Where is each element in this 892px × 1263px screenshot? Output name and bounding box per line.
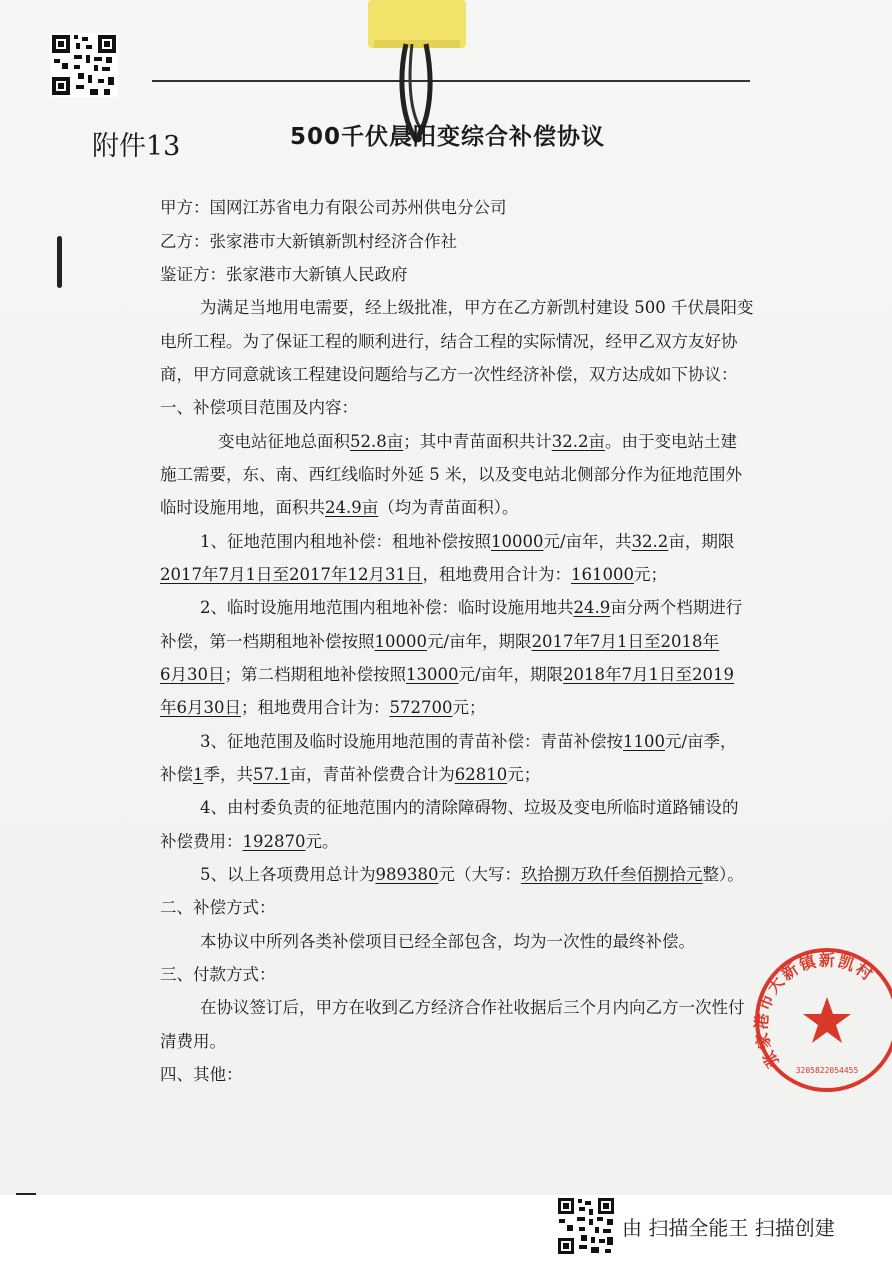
item-3-line-1 bbox=[200, 732, 737, 752]
party-b: 乙方：张家港市大新镇新凯村经济合作社 bbox=[160, 232, 457, 251]
intro-line-1: 为满足当地用电需要，经上级批准，甲方在乙方新凯村建设 500 千伏晨阳变 bbox=[200, 298, 754, 317]
amount: 161000 bbox=[570, 565, 634, 584]
text: 1、征地范围内租地补偿：租地补偿按照 bbox=[200, 532, 491, 551]
text: 亩分两个档期进行 bbox=[610, 598, 743, 617]
text: 。由于变电站土建 bbox=[605, 432, 737, 451]
attachment-label: 附件13 bbox=[92, 131, 181, 162]
section-3-line-2: 清费用。 bbox=[160, 1032, 226, 1051]
page-edge-mark bbox=[16, 1193, 36, 1195]
amount: 572700 bbox=[389, 698, 453, 717]
area-line-1 bbox=[218, 432, 737, 452]
official-seal bbox=[752, 945, 892, 1095]
qr-code-top bbox=[50, 33, 118, 97]
total-area: 52.8亩 bbox=[350, 432, 404, 451]
amount: 62810 bbox=[454, 765, 508, 784]
text: 元/亩年，期限 bbox=[427, 632, 532, 651]
item-4-line-2 bbox=[160, 832, 339, 852]
period-1-end: 6月30日 bbox=[160, 665, 225, 684]
text: ；第二档期租地补偿按照 bbox=[224, 665, 406, 684]
text: 变电站征地总面积 bbox=[218, 432, 350, 451]
item-1-line-1 bbox=[200, 532, 734, 552]
section-1-heading: 一、补偿项目范围及内容： bbox=[160, 398, 358, 417]
text: ；其中青苗面积共计 bbox=[403, 432, 552, 451]
margin-mark bbox=[57, 236, 62, 288]
text: ，租地费用合计为： bbox=[422, 565, 571, 584]
total-amount-words: 玖拾捌万玖仟叁佰捌拾元 bbox=[521, 865, 703, 884]
item-2-line-2 bbox=[160, 632, 719, 652]
text: 元/亩年，期限 bbox=[458, 665, 564, 684]
item-2-line-3 bbox=[160, 665, 734, 685]
period-2-end: 年6月30日 bbox=[160, 698, 241, 717]
text: 补偿，第一档期租地补偿按照 bbox=[160, 632, 375, 651]
acreage: 57.1 bbox=[253, 765, 290, 784]
text: 临时设施用地，面积共 bbox=[160, 498, 325, 517]
text: 亩，期限 bbox=[668, 532, 735, 551]
item-4-line-1: 4、由村委负责的征地范围内的清除障碍物、垃圾及变电所临时道路铺设的 bbox=[200, 798, 739, 817]
party-a: 甲方：国网江苏省电力有限公司苏州供电分公司 bbox=[160, 198, 507, 217]
section-4-heading: 四、其他： bbox=[160, 1065, 243, 1084]
text: ；租地费用合计为： bbox=[241, 698, 390, 717]
binder-clip bbox=[368, 0, 466, 52]
item-5-line bbox=[200, 865, 744, 885]
rate-2: 13000 bbox=[406, 665, 459, 684]
area-line-2: 施工需要，东、南、西红线临时外延 5 米，以及变电站北侧部分作为征地范围外 bbox=[160, 465, 742, 484]
period: 2017年7月1日至2017年12月31日 bbox=[160, 565, 423, 584]
seasons: 1 bbox=[193, 765, 204, 784]
text: 2、临时设施用地范围内租地补偿：临时设施用地共 bbox=[200, 598, 574, 617]
intro-line-2: 电所工程。为了保证工程的顺利进行，结合工程的实际情况，经甲乙双方友好协 bbox=[160, 332, 738, 351]
text: 亩，青苗补偿费合计为 bbox=[289, 765, 455, 784]
text: 整）。 bbox=[702, 865, 744, 884]
text: 5、以上各项费用总计为 bbox=[200, 865, 376, 884]
witness-party: 鉴证方：张家港市大新镇人民政府 bbox=[160, 265, 408, 284]
text: 元。 bbox=[305, 832, 339, 851]
text: 元（大写： bbox=[438, 865, 521, 884]
section-2-text: 本协议中所列各类补偿项目已经全部包含，均为一次性的最终补偿。 bbox=[200, 932, 695, 951]
item-3-line-2 bbox=[160, 765, 540, 785]
section-3-line-1: 在协议签订后，甲方在收到乙方经济合作社收据后三个月内向乙方一次性付 bbox=[200, 998, 745, 1017]
period-1-start: 2017年7月1日至2018年 bbox=[531, 632, 720, 651]
document-title: 500千伏晨阳变综合补偿协议 bbox=[290, 124, 606, 150]
rate-1: 10000 bbox=[374, 632, 427, 651]
rate: 10000 bbox=[491, 532, 544, 551]
text: 元； bbox=[452, 698, 486, 717]
text: 3、征地范围及临时设施用地范围的青苗补偿：青苗补偿按 bbox=[200, 732, 623, 751]
total-amount: 989380 bbox=[375, 865, 439, 884]
acreage: 24.9 bbox=[573, 598, 611, 617]
item-2-line-4 bbox=[160, 698, 486, 718]
area-line-3 bbox=[160, 498, 519, 518]
text: 补偿费用： bbox=[160, 832, 243, 851]
item-2-line-1 bbox=[200, 598, 742, 618]
acreage: 32.2 bbox=[631, 532, 669, 551]
section-3-heading: 三、付款方式： bbox=[160, 965, 276, 984]
text: （均为青苗面积）。 bbox=[378, 498, 519, 517]
item-1-line-2 bbox=[160, 565, 667, 585]
intro-line-3: 商，甲方同意就该工程建设问题给与乙方一次性经济补偿，双方达成如下协议： bbox=[160, 365, 738, 384]
temp-area: 24.9亩 bbox=[325, 498, 379, 517]
text: 元； bbox=[507, 765, 541, 784]
text: 季，共 bbox=[203, 765, 253, 784]
svg-text:张家港市大新镇新凯村: 张家港市大新镇新凯村 bbox=[752, 950, 878, 1071]
text: 元/亩年，共 bbox=[543, 532, 632, 551]
period-2-start: 2018年7月1日至2019 bbox=[563, 665, 735, 684]
section-2-heading: 二、补偿方式： bbox=[160, 898, 276, 917]
crop-area: 32.2亩 bbox=[551, 432, 605, 451]
text: 元/亩季， bbox=[665, 732, 737, 751]
scanner-watermark: 由 扫描全能王 扫描创建 bbox=[622, 1216, 835, 1240]
rate: 1100 bbox=[623, 732, 665, 751]
text: 元； bbox=[633, 565, 667, 584]
text: 补偿 bbox=[160, 765, 193, 784]
svg-text:3205822054455: 3205822054455 bbox=[795, 1066, 859, 1075]
amount: 192870 bbox=[242, 832, 306, 851]
qr-code-footer bbox=[557, 1197, 615, 1255]
